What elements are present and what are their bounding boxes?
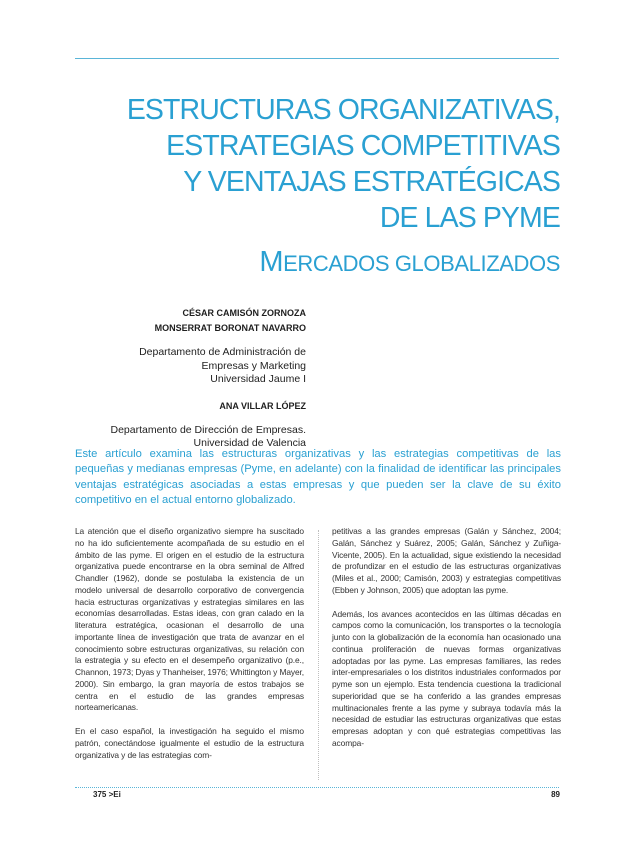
body-paragraph: En el caso español, la investigación ha seguido el mismo patrón, conectándose igualmente el estudio de la estructura organizativa y de las estrategias com- xyxy=(75,726,304,760)
journal-footer: 375 >Ei xyxy=(93,790,121,799)
column-divider xyxy=(318,530,319,780)
body-column-left xyxy=(75,526,304,773)
title-line: ESTRATEGIAS COMPETITIVAS xyxy=(166,130,560,162)
bottom-rule xyxy=(75,787,559,788)
affiliation-line: Universidad Jaume I xyxy=(210,373,306,385)
top-rule xyxy=(75,58,559,59)
body-column-right xyxy=(332,526,561,762)
title-line: Y VENTAJAS ESTRATÉGICAS xyxy=(183,166,560,198)
page-number: 89 xyxy=(551,790,560,799)
article-title xyxy=(60,92,560,236)
affiliation-line: Departamento de Dirección de Empresas. xyxy=(110,423,306,436)
affiliation-line: Universidad de Valencia xyxy=(193,437,306,449)
author-name: ANA VILLAR LÓPEZ xyxy=(219,400,306,411)
body-paragraph: petitivas a las grandes empresas (Galán y Sánchez, 2004; Galán, Sánchez y Suárez, 2005; Galán, Sánchez y Zuñiga-Vicente, 2005). En la actualidad, sigue existiendo la necesidad de profundizar en el estudio de las estructuras organizativas (Miles et al., 2000; Camisón, 2003) y estrategias competitivas (Ebben y Johnson, 2005) que adoptan las pyme. xyxy=(332,526,561,595)
body-paragraph: La atención que el diseño organizativo siempre ha suscitado no ha ido suficientemente acompañada de su estudio en el ámbito de las pyme. El origen en el estudio de la estructura organizativa puede encontrarse en la obra seminal de Alfred Chandler (1962), donde se postulaba la existencia de un modelo universal de desarrollo corporativo de convergencia hacia estructuras organizativas y estrategias similares en las economías desarrolladas. Estas ideas, con gran calado en la literatura estratégica, ocasionan el desarrollo de una importante línea de investigación que trata de avanzar en el conocimiento sobre estructuras organizativas, su relación con la estrategia y su efecto en el desempeño organizativo (p.e., Channon, 1973; Dyas y Thanheiser, 1976; Whittington y Mayer, 2000). Sin embargo, la gran mayoría de estos trabajos se centra en el estudio de las grandes empresas norteamericanas. xyxy=(75,526,304,713)
body-paragraph: Además, los avances acontecidos en las últimas décadas en campos como la comunicación, los transportes o la tecnología junto con la globalización de la economía han ocasionado una continua proliferación de nuevas formas organizativas adoptadas por las pyme. Las empresas familiares, las redes inter-empresariales o los distritos industriales conformados por pyme son un ejemplo. Esta tendencia cuestiona la tradicional superioridad que se ha conferido a las grandes empresas multinacionales frente a las pyme y subraya todavía más la necesidad de estudiar las estructuras organizativas que estas empresas adoptan y con qué estrategias competitivas las acompa- xyxy=(332,608,561,748)
author-name: CÉSAR CAMISÓN ZORNOZA xyxy=(182,308,306,318)
subtitle-rest: ERCADOS GLOBALIZADOS xyxy=(283,251,560,276)
article-subtitle xyxy=(60,245,560,281)
author-name: MONSERRAT BORONAT NAVARRO xyxy=(154,323,306,333)
abstract: Este artículo examina las estructuras organizativas y las estrategias competitivas de las pequeñas y medianas empresas (Pyme, en adelante) con la finalidad de identificar las principales ventajas estratégicas asociadas a estas empresas y que pueden ser la clave de su éxito competitivo en el actual entorno globalizado. xyxy=(75,448,561,507)
title-line: DE LAS PYME xyxy=(379,202,560,234)
affiliation-line: Empresas y Marketing xyxy=(201,359,306,372)
author-block xyxy=(60,306,306,451)
subtitle-initial: M xyxy=(259,246,284,278)
affiliation-line: Departamento de Administración de xyxy=(139,346,306,358)
title-line: ESTRUCTURAS ORGANIZATIVAS, xyxy=(126,94,560,126)
